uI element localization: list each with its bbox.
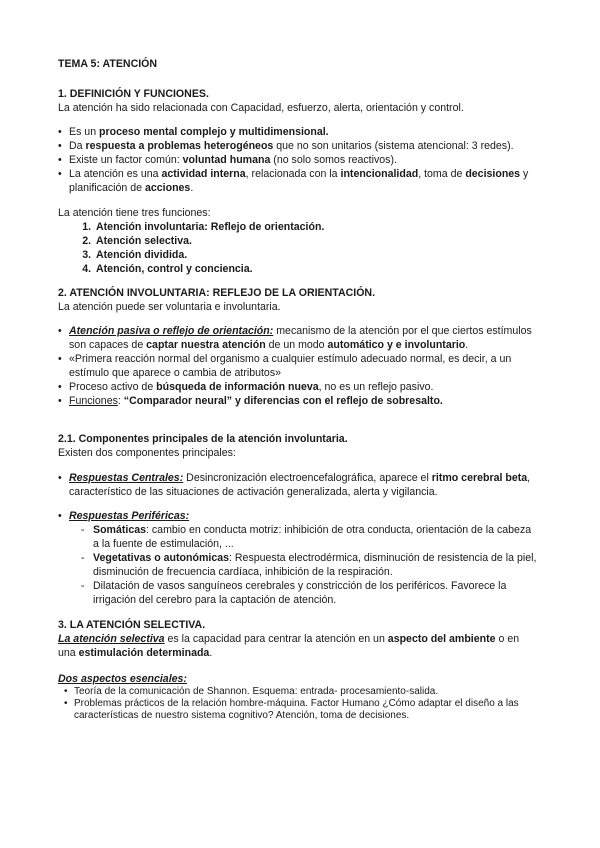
list-item: • Funciones: “Comparador neural” y diferencias con el reflejo de sobresalto. (58, 394, 538, 408)
list-item: 2. Atención selectiva. (94, 234, 538, 248)
list-item: - Dilatación de vasos sanguíneos cerebrales y constricción de los periféricos. Favorece la irrigación del cerebro para la captación de atención. (79, 579, 538, 607)
section-1-heading: 1. DEFINICIÓN Y FUNCIONES. (58, 88, 209, 100)
functions-intro: La atención tiene tres funciones: (58, 207, 211, 219)
list-item: • Atención pasiva o reflejo de orientación: mecanismo de la atención por el que ciertos estímulos son capaces de captar nuestra atención de un modo automático y e involuntario. (58, 324, 538, 352)
list-item: • Respuestas Centrales: Desincronización electroencefalográfica, aparece el ritmo cerebral beta, característico de las situaciones de activación generalizada, alerta y vigilancia. (58, 471, 538, 499)
list-item: • «Primera reacción normal del organismo a cualquier estímulo adecuado normal, es decir, a un estímulo que aparece o cambia de atributos» (58, 352, 538, 380)
section-2-1-bullets (58, 471, 538, 607)
section-3-intro: La atención selectiva es la capacidad para centrar la atención en un aspecto del ambiente o en una estimulación determinada. (58, 633, 520, 659)
list-item: • Da respuesta a problemas heterogéneos que no son unitarios (sistema atencional: 3 redes). (58, 139, 538, 153)
section-2-bullets (58, 324, 538, 408)
section-1-intro: La atención ha sido relacionada con Capacidad, esfuerzo, alerta, orientación y control. (58, 102, 464, 114)
list-item: • Proceso activo de búsqueda de información nueva, no es un reflejo pasivo. (58, 380, 538, 394)
section-2-heading: 2. ATENCIÓN INVOLUNTARIA: REFLEJO DE LA ORIENTACIÓN. (58, 287, 376, 299)
list-item: • Problemas prácticos de la relación hombre-máquina. Factor Humano ¿Cómo adaptar el diseño a las características de nuestro sistema cognitivo? Atención, toma de decisiones. (58, 698, 538, 722)
list-item: • Respuestas Periféricas: - Somáticas: cambio en conducta motriz: inhibición de otra conducta, orientación de la cabeza a la fuente de estimulación, ... - Vegetativas o autonómicas: Respuesta electrodérmica, disminución de resistencia de la piel, disminución de frecuencia cardíaca, inhibición de la respiración. - Dilatación de vasos sanguíneos cerebrales y constricción de los periféricos. Favorece la irrigación del cerebro para la captación de atención. (58, 509, 538, 607)
list-item: • Existe un factor común: voluntad humana (no solo somos reactivos). (58, 153, 538, 167)
peripheral-sublist (69, 523, 538, 607)
aspects-label: Dos aspectos esenciales: (58, 673, 187, 685)
section-2-intro: La atención puede ser voluntaria e involuntaria. (58, 301, 281, 313)
list-item: - Vegetativas o autonómicas: Respuesta electrodérmica, disminución de resistencia de la piel, disminución de frecuencia cardíaca, inhibición de la respiración. (79, 551, 538, 579)
list-item: 3. Atención dividida. (94, 248, 538, 262)
functions-list (58, 220, 538, 276)
list-item: - Somáticas: cambio en conducta motriz: inhibición de otra conducta, orientación de la cabeza a la fuente de estimulación, ... (79, 523, 538, 551)
aspects-block (58, 686, 538, 722)
list-item: • La atención es una actividad interna, relacionada con la intencionalidad, toma de decisiones y planificación de acciones. (58, 167, 538, 195)
list-item: 1. Atención involuntaria: Reflejo de orientación. (94, 220, 538, 234)
list-item: 4. Atención, control y conciencia. (94, 262, 538, 276)
list-item: • Es un proceso mental complejo y multidimensional. (58, 125, 538, 139)
list-item: • Teoría de la comunicación de Shannon. Esquema: entrada- procesamiento-salida. (58, 686, 538, 698)
section-2-1-intro: Existen dos componentes principales: (58, 447, 236, 459)
document-title: TEMA 5: ATENCIÓN (58, 58, 158, 70)
section-2-1-heading: 2.1. Componentes principales de la atención involuntaria. (58, 433, 348, 445)
section-1-bullets (58, 125, 538, 195)
aspects-list (58, 686, 538, 722)
section-3-heading: 3. LA ATENCIÓN SELECTIVA. (58, 619, 206, 631)
